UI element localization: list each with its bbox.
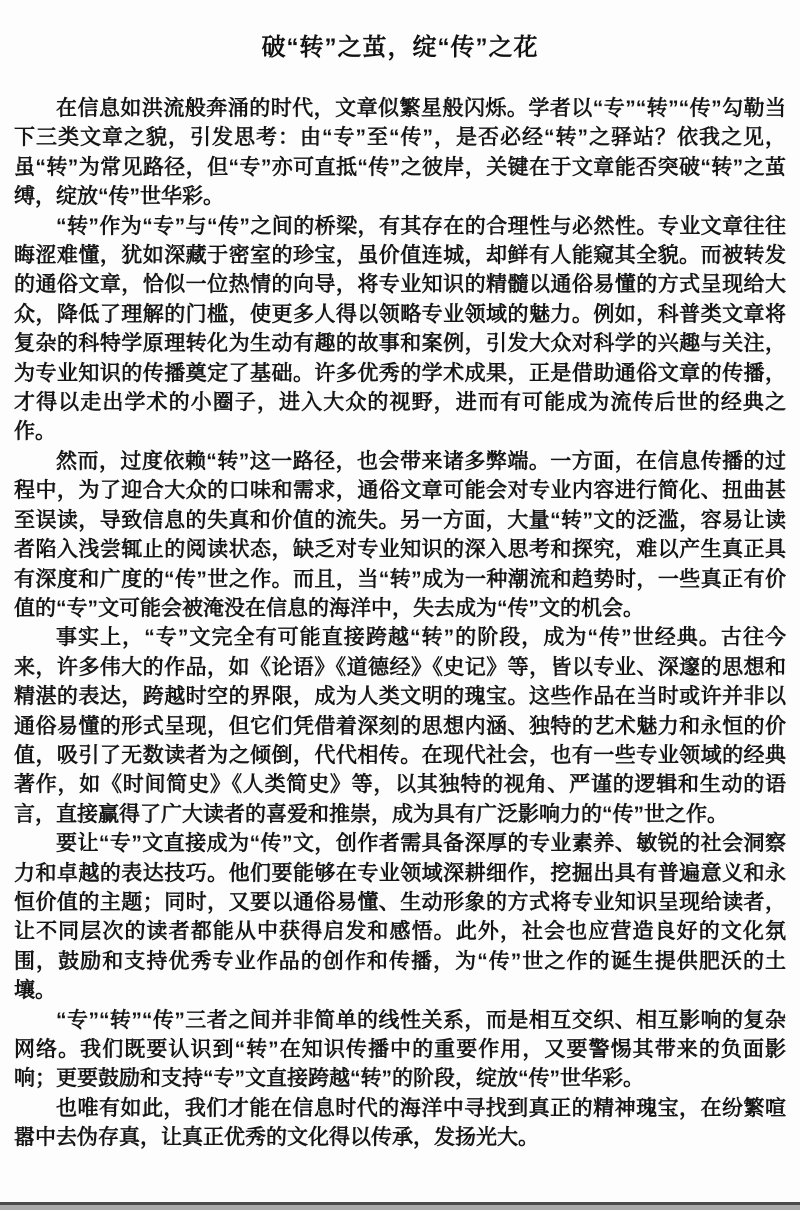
paragraph-relationship-network: “专”“转”“传”三者之间并非简单的线性关系，而是相互交织、相互影响的复杂网络。我们既要认识到“转”在知识传播中的重要作用，又要警惕其带来的负面影响；更要鼓励和支持“专”文直接跨越“转”的阶段，绽放“传”世华彩。 [14, 1008, 786, 1091]
paragraph-bridge-role: “转”作为“专”与“传”之间的桥梁，有其存在的合理性与必然性。专业文章往往晦涩难懂，犹如深藏于密室的珍宝，虽价值连城，却鲜有人能窥其全貌。而被转发的通俗文章，恰似一位热情的向导，将专业知识的精髓以通俗易懂的方式呈现给大众，降低了理解的门槛，使更多人得以领略专业领域的魅力。例如，科普类文章将复杂的科特学原理转化为生动有趣的故事和案例，引发大众对科学的兴趣与关注，为专业知识的传播奠定了基础。许多优秀的学术成果，正是借助通俗文章的传播，才得以走出学术的小圈子，进入大众的视野，进而有可能成为流传后世的经典之作。 [14, 214, 786, 444]
bottom-grey-strip [0, 1205, 800, 1210]
photo-bottom-edge [0, 1202, 800, 1210]
paragraph-direct-classics: 事实上，“专”文完全有可能直接跨越“转”的阶段，成为“传”世经典。古往今来，许多伟大的作品，如《论语》《道德经》《史记》等，皆以专业、深邃的思想和精湛的表达，跨越时空的界限，成为人类文明的瑰宝。这些作品在当时或许并非以通俗易懂的形式呈现，但它们凭借着深刻的思想内涵、独特的艺术魅力和永恒的价值，吸引了无数读者为之倾倒，代代相传。在现代社会，也有一些专业领域的经典著作，如《时间简史》《人类简史》等，以其独特的视角、严谨的逻辑和生动的语言，直接赢得了广大读者的喜爱和推崇，成为具有广泛影响力的“传”世之作。 [14, 626, 786, 826]
paragraph-drawbacks: 然而，过度依赖“转”这一路径，也会带来诸多弊端。一方面，在信息传播的过程中，为了迎合大众的口味和需求，通俗文章可能会对专业内容进行简化、扭曲甚至误读，导致信息的失真和价值的流失。另一方面，大量“转”文的泛滥，容易让读者陷入浅尝辄止的阅读状态，缺乏对专业知识的深入思考和探究，难以产生真正具有深度和广度的“传”世之作。而且，当“转”成为一种潮流和趋势时，一些真正有价值的“专”文可能会被淹没在信息的海洋中，失去成为“传”文的机会。 [14, 449, 786, 620]
paragraph-conclusion: 也唯有如此，我们才能在信息时代的海洋中寻找到真正的精神瑰宝，在纷繁喧嚣中去伪存真，让真正优秀的文化得以传承，发扬光大。 [14, 1096, 786, 1150]
essay-body [14, 94, 786, 1153]
paragraph-creator-requirements: 要让“专”文直接成为“传”文，创作者需具备深厚的专业素养、敏锐的社会洞察力和卓越的表达技巧。他们要能够在专业领域深耕细作，挖掘出具有普遍意义和永恒价值的主题；同时，又要以通俗易懂、生动形象的方式将专业知识呈现给读者，让不同层次的读者都能从中获得启发和感悟。此外，社会也应营造良好的文化氛围，鼓励和支持优秀专业作品的创作和传播，为“传”世之作的诞生提供肥沃的土壤。 [14, 832, 786, 1003]
essay-title: 破“转”之茧，绽“传”之花 [261, 34, 539, 61]
paragraph-intro: 在信息如洪流般奔涌的时代，文章似繁星般闪烁。学者以“专”“转”“传”勾勒当下三类文章之貌，引发思考：由“专”至“传”，是否必经“转”之驿站？依我之见，虽“转”为常见路径，但“专”亦可直抵“传”之彼岸，关键在于文章能否突破“转”之茧缚，绽放“传”世华彩。 [14, 97, 786, 209]
